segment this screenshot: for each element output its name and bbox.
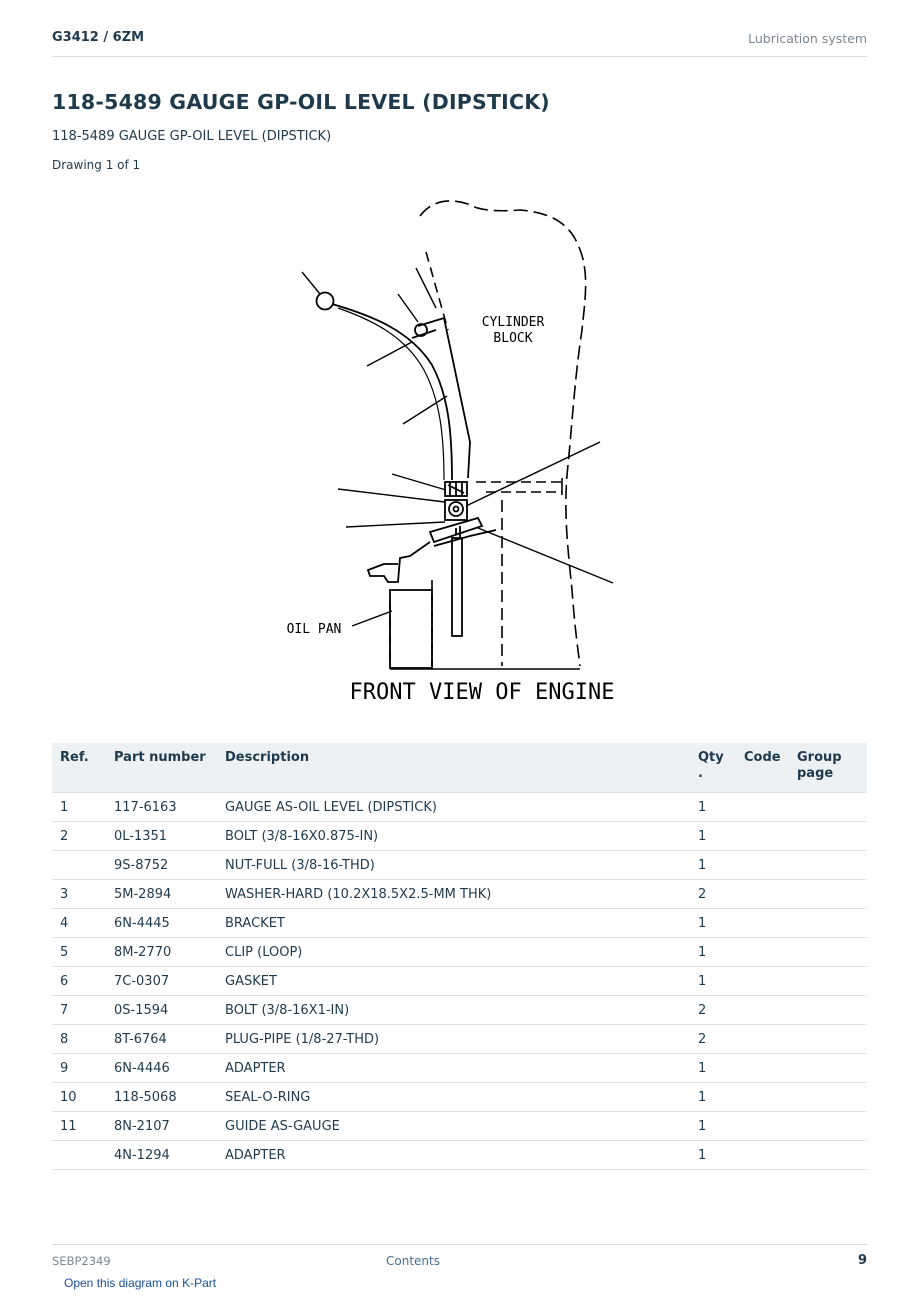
header-qty [690, 743, 736, 793]
cell-code [736, 1141, 789, 1170]
cell-description: BRACKET [217, 909, 690, 938]
cell-group-page [789, 967, 867, 996]
cell-qty: 1 [690, 1054, 736, 1083]
page-number: 9 [857, 1253, 867, 1268]
cylinder-block-label-line1: CYLINDER [481, 315, 545, 330]
cell-description: GAUGE AS-OIL LEVEL (DIPSTICK) [217, 793, 690, 822]
section-label: Lubrication system [748, 31, 867, 46]
cell-part-number: 7C-0307 [106, 967, 217, 996]
cell-description: GUIDE AS-GAUGE [217, 1112, 690, 1141]
header-group-line1: Group [797, 750, 842, 765]
cell-description: ADAPTER [217, 1141, 690, 1170]
cell-part-number: 117-6163 [106, 793, 217, 822]
cell-qty: 2 [690, 880, 736, 909]
header-qty-line2: . [698, 766, 703, 781]
cell-ref [52, 851, 106, 880]
cell-group-page [789, 1112, 867, 1141]
cell-part-number: 5M-2894 [106, 880, 217, 909]
cell-description: NUT-FULL (3/8-16-THD) [217, 851, 690, 880]
cell-description: WASHER-HARD (10.2X18.5X2.5-MM THK) [217, 880, 690, 909]
cell-qty: 1 [690, 909, 736, 938]
cell-description: ADAPTER [217, 1054, 690, 1083]
dipstick-gauge [317, 293, 497, 669]
cell-ref: 1 [52, 793, 106, 822]
cell-qty: 1 [690, 938, 736, 967]
header-group-page [789, 743, 867, 793]
cell-qty: 1 [690, 967, 736, 996]
cell-code [736, 793, 789, 822]
parts-diagram [0, 190, 920, 720]
cell-description: CLIP (LOOP) [217, 938, 690, 967]
cell-ref: 11 [52, 1112, 106, 1141]
cell-code [736, 938, 789, 967]
cell-qty: 1 [690, 1112, 736, 1141]
cell-code [736, 996, 789, 1025]
header-qty-line1: Qty [698, 750, 724, 765]
cell-code [736, 967, 789, 996]
cell-description: PLUG-PIPE (1/8-27-THD) [217, 1025, 690, 1054]
cell-code [736, 851, 789, 880]
cell-part-number: 4N-1294 [106, 1141, 217, 1170]
oil-pan-label: OIL PAN [286, 622, 342, 637]
cylinder-block-label-line2: BLOCK [493, 331, 533, 346]
contents-link[interactable]: Contents [386, 1254, 440, 1268]
cell-group-page [789, 851, 867, 880]
cell-ref: 3 [52, 880, 106, 909]
cell-ref: 8 [52, 1025, 106, 1054]
cell-description: BOLT (3/8-16X0.875-IN) [217, 822, 690, 851]
page-header [52, 28, 867, 57]
leader-lines [302, 268, 613, 626]
table-row [52, 1025, 867, 1054]
table-header-row [52, 743, 867, 793]
table-row [52, 793, 867, 822]
cell-part-number: 8T-6764 [106, 1025, 217, 1054]
cell-ref: 9 [52, 1054, 106, 1083]
cell-qty: 1 [690, 851, 736, 880]
cell-group-page [789, 938, 867, 967]
cell-ref: 6 [52, 967, 106, 996]
cell-group-page [789, 1141, 867, 1170]
cell-ref: 2 [52, 822, 106, 851]
table-row [52, 851, 867, 880]
cell-qty: 1 [690, 822, 736, 851]
table-row [52, 1083, 867, 1112]
document-id: SEBP2349 [52, 1254, 111, 1268]
cell-description: SEAL-O-RING [217, 1083, 690, 1112]
cell-group-page [789, 1083, 867, 1112]
cell-ref: 10 [52, 1083, 106, 1112]
cell-part-number: 8N-2107 [106, 1112, 217, 1141]
cell-group-page [789, 793, 867, 822]
header-ref: Ref. [52, 743, 106, 793]
cell-ref: 4 [52, 909, 106, 938]
header-description: Description [217, 743, 690, 793]
table-row [52, 967, 867, 996]
cell-part-number: 6N-4445 [106, 909, 217, 938]
parts-table [52, 743, 867, 1170]
cell-group-page [789, 1025, 867, 1054]
cell-group-page [789, 880, 867, 909]
cell-ref [52, 1141, 106, 1170]
table-row [52, 880, 867, 909]
table-row [52, 822, 867, 851]
page-subtitle: 118-5489 GAUGE GP-OIL LEVEL (DIPSTICK) [52, 129, 332, 144]
drawing-count: Drawing 1 of 1 [52, 158, 141, 172]
diagram-caption: FRONT VIEW OF ENGINE [349, 680, 615, 705]
cell-ref: 7 [52, 996, 106, 1025]
cell-code [736, 822, 789, 851]
cell-description: BOLT (3/8-16X1-IN) [217, 996, 690, 1025]
cell-qty: 1 [690, 793, 736, 822]
cell-qty: 2 [690, 996, 736, 1025]
engine-outline [390, 201, 586, 669]
header-part-number: Part number [106, 743, 217, 793]
parts-table-body [52, 793, 867, 1170]
cell-ref: 5 [52, 938, 106, 967]
cell-part-number: 0L-1351 [106, 822, 217, 851]
table-row [52, 1112, 867, 1141]
page-footer [52, 1244, 867, 1275]
page-title: 118-5489 GAUGE GP-OIL LEVEL (DIPSTICK) [52, 90, 550, 114]
cell-group-page [789, 822, 867, 851]
table-row [52, 1054, 867, 1083]
table-row [52, 909, 867, 938]
table-row [52, 996, 867, 1025]
cell-qty: 2 [690, 1025, 736, 1054]
cell-code [736, 1054, 789, 1083]
cell-code [736, 880, 789, 909]
cell-part-number: 8M-2770 [106, 938, 217, 967]
header-code: Code [736, 743, 789, 793]
cell-code [736, 909, 789, 938]
cell-group-page [789, 909, 867, 938]
cell-qty: 1 [690, 1141, 736, 1170]
cell-code [736, 1025, 789, 1054]
cell-code [736, 1112, 789, 1141]
cell-part-number: 6N-4446 [106, 1054, 217, 1083]
cell-qty: 1 [690, 1083, 736, 1112]
cell-part-number: 9S-8752 [106, 851, 217, 880]
cell-part-number: 118-5068 [106, 1083, 217, 1112]
cell-group-page [789, 1054, 867, 1083]
cell-code [736, 1083, 789, 1112]
open-kpart-link[interactable]: Open this diagram on K-Part [64, 1276, 217, 1290]
table-row [52, 1141, 867, 1170]
table-row [52, 938, 867, 967]
cell-description: GASKET [217, 967, 690, 996]
header-group-line2: page [797, 766, 834, 781]
model-label: G3412 / 6ZM [52, 30, 145, 45]
cell-group-page [789, 996, 867, 1025]
cell-part-number: 0S-1594 [106, 996, 217, 1025]
